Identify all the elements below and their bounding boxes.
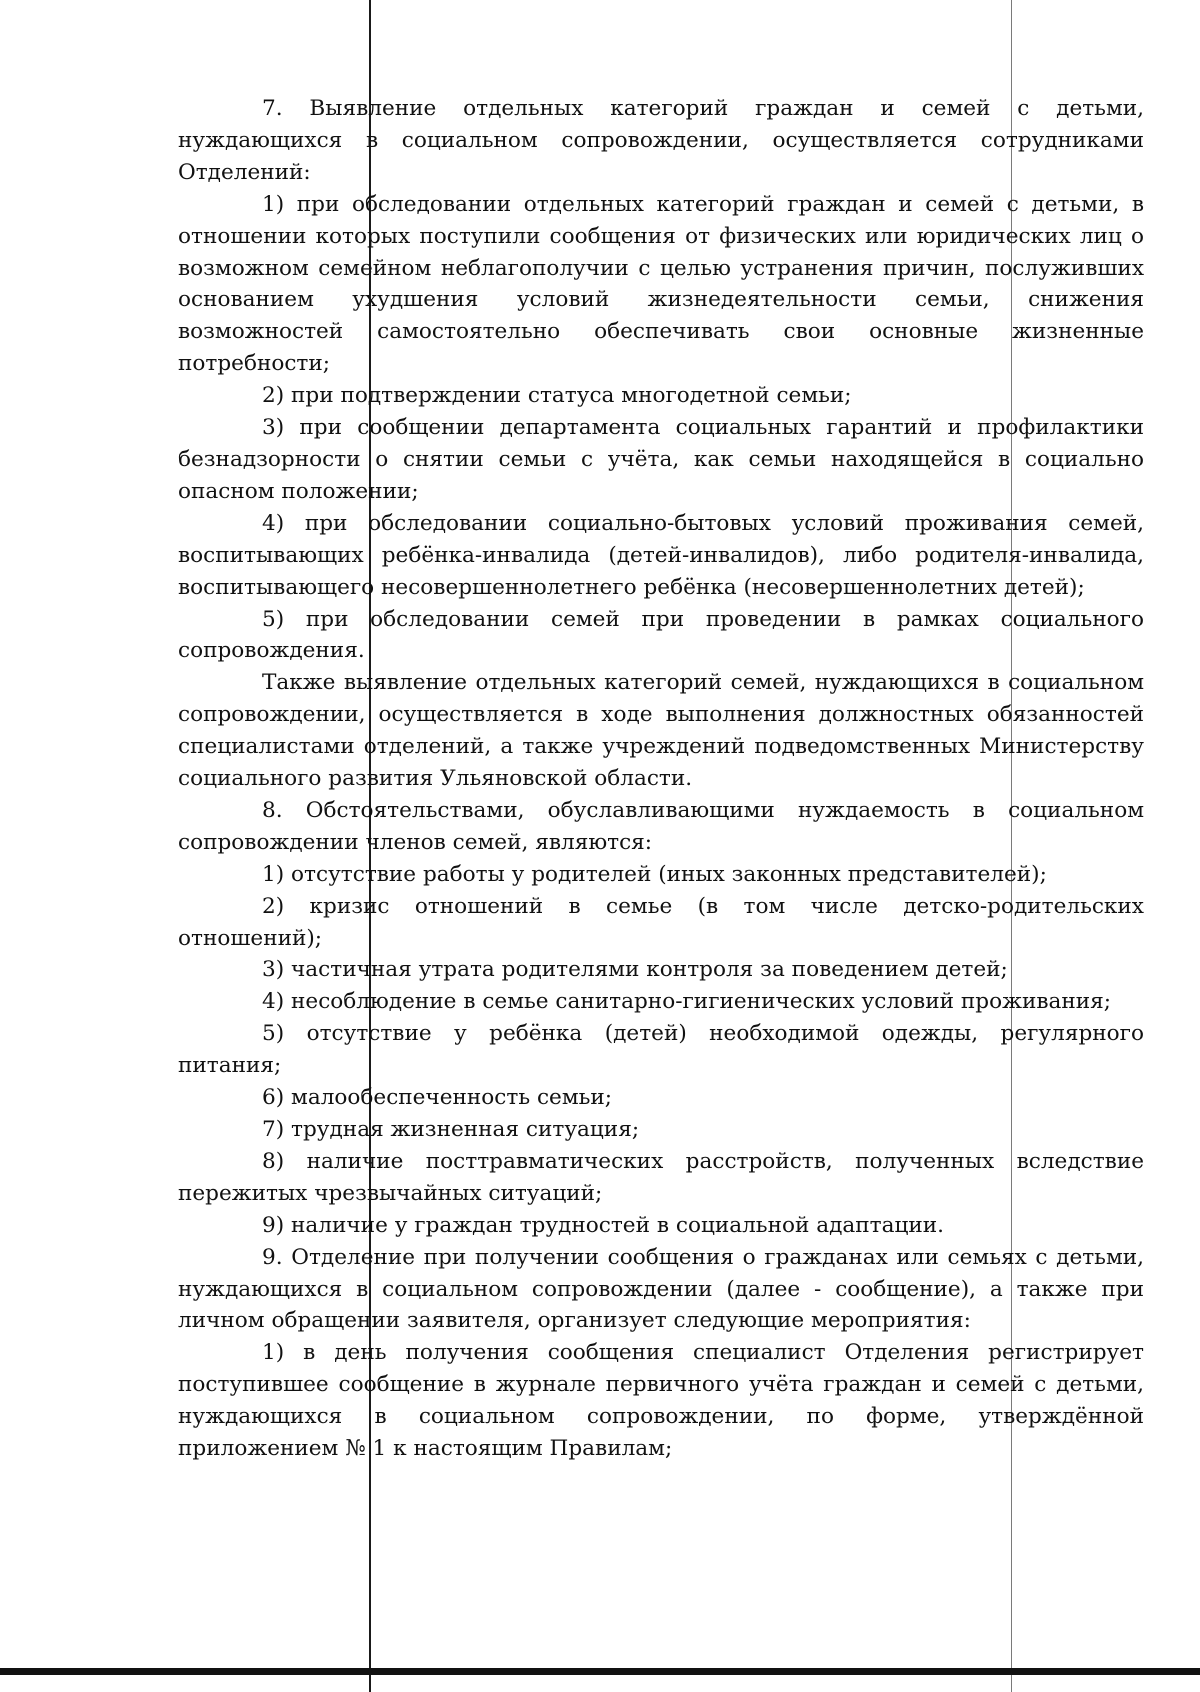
list-item-9-1: 1) в день получения сообщения специалист Отделения регистрирует поступившее сообщение в журнале первичного учёта граждан и семей с детьми, нуждающихся в социальном сопровождении, по форме, утверждённой приложением № 1 к настоящим Правилам; [178,1340,1144,1462]
paragraph-also: Также выявление отдельных категорий семей, нуждающихся в социальном сопровождении, осуществляется в ходе выполнения должностных обязанностей специалистами отделений, а также учреждений подведомственных Министерству социального развития Ульяновской области. [178,670,1144,792]
list-item-7-3: 3) при сообщении департамента социальных гарантий и профилактики безнадзорности о снятии семьи с учёта, как семьи находящейся в социально опасном положении; [178,415,1144,504]
list-item-8-4: 4) несоблюдение в семье санитарно-гигиенических условий проживания; [262,989,1112,1015]
list-item-8-9: 9) наличие у граждан трудностей в социальной адаптации. [262,1212,945,1238]
paragraph-7: 7. Выявление отдельных категорий граждан и семей с детьми, нуждающихся в социальном сопровождении, осуществляется сотрудниками Отделений: [178,96,1144,185]
list-item-8-2: 2) кризис отношений в семье (в том числе детско-родительских отношений); [178,893,1144,951]
list-item-7-5: 5) при обследовании семей при проведении в рамках социального сопровождения. [178,606,1144,664]
list-item-8-5: 5) отсутствие у ребёнка (детей) необходимой одежды, регулярного питания; [178,1021,1144,1079]
list-item-8-6: 6) малообеспеченность семьи; [262,1085,613,1111]
document-body [178,93,1144,1465]
list-item-7-2: 2) при подтверждении статуса многодетной семьи; [262,383,852,409]
list-item-8-3: 3) частичная утрата родителями контроля за поведением детей; [262,957,1008,983]
list-item-7-1: 1) при обследовании отдельных категорий граждан и семей с детьми, в отношении которых поступили сообщения от физических или юридических лиц о возможном семейном неблагополучии с целью устранения причин, послуживших основанием ухудшения условий жизнедеятельности семьи, снижения возможностей самостоятельно обеспечивать свои основные жизненные потребности; [178,191,1144,377]
list-item-8-8: 8) наличие посттравматических расстройств, полученных вследствие пережитых чрезвычайных ситуаций; [178,1148,1144,1206]
paragraph-8: 8. Обстоятельствами, обуславливающими нуждаемость в социальном сопровождении членов семей, являются: [178,797,1144,855]
list-item-8-7: 7) трудная жизненная ситуация; [262,1117,640,1142]
scan-bottom-edge [0,1668,1200,1675]
list-item-8-1: 1) отсутствие работы у родителей (иных законных представителей); [262,861,1047,887]
list-item-7-4: 4) при обследовании социально-бытовых условий проживания семей, воспитывающих ребёнка-инвалида (детей-инвалидов), либо родителя-инвалида, воспитывающего несовершеннолетнего ребёнка (несовершеннолетних детей); [178,510,1144,600]
paragraph-9: 9. Отделение при получении сообщения о гражданах или семьях с детьми, нуждающихся в социальном сопровождении (далее - сообщение), а также при личном обращении заявителя, организует следующие мероприятия: [178,1244,1144,1334]
